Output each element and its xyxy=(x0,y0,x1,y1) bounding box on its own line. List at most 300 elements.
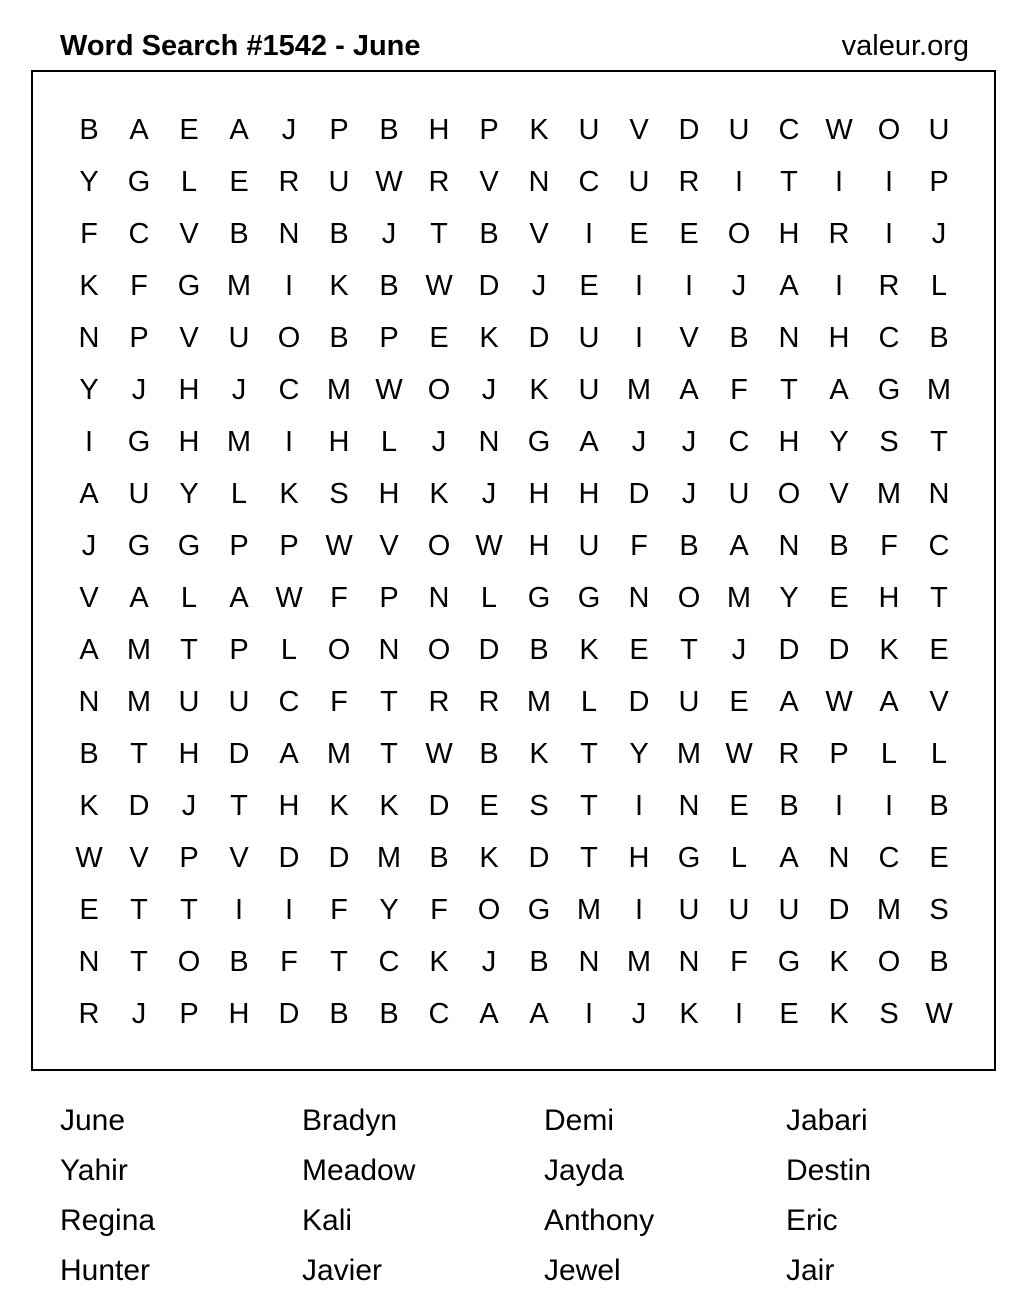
grid-cell[interactable]: J xyxy=(531,269,547,302)
grid-cell[interactable]: K xyxy=(429,477,449,510)
grid-cell[interactable]: E xyxy=(229,165,249,198)
grid-cell[interactable]: A xyxy=(729,529,749,562)
grid-cell[interactable]: J xyxy=(481,945,497,978)
grid-cell[interactable]: I xyxy=(834,789,844,822)
grid-cell[interactable]: V xyxy=(379,529,399,562)
grid-cell[interactable]: I xyxy=(234,893,244,926)
grid-cell[interactable]: O xyxy=(427,529,451,562)
grid-cell[interactable]: I xyxy=(634,789,644,822)
grid-cell[interactable]: V xyxy=(679,321,699,354)
grid-cell[interactable]: B xyxy=(479,217,499,250)
grid-cell[interactable]: N xyxy=(78,685,100,718)
grid-cell[interactable]: R xyxy=(778,737,800,770)
grid-cell[interactable]: T xyxy=(780,165,798,198)
grid-cell[interactable]: R xyxy=(78,997,100,1030)
grid-cell[interactable]: M xyxy=(726,581,752,614)
grid-cell[interactable]: V xyxy=(829,477,849,510)
grid-cell[interactable]: A xyxy=(779,269,799,302)
grid-cell[interactable]: H xyxy=(628,841,650,874)
grid-cell[interactable]: S xyxy=(879,997,899,1030)
grid-cell[interactable]: C xyxy=(278,373,300,406)
grid-cell[interactable]: W xyxy=(425,269,453,302)
grid-cell[interactable]: J xyxy=(81,529,97,562)
grid-cell[interactable]: T xyxy=(130,737,148,770)
grid-cell[interactable]: L xyxy=(280,633,298,666)
grid-cell[interactable]: U xyxy=(728,477,750,510)
grid-cell[interactable]: O xyxy=(327,633,351,666)
grid-cell[interactable]: B xyxy=(79,737,99,770)
grid-cell[interactable]: Y xyxy=(779,581,799,614)
grid-cell[interactable]: V xyxy=(229,841,249,874)
grid-cell[interactable]: M xyxy=(576,893,602,926)
grid-cell[interactable]: M xyxy=(626,945,652,978)
grid-cell[interactable]: K xyxy=(479,321,499,354)
grid-cell[interactable]: C xyxy=(878,841,900,874)
grid-cell[interactable]: J xyxy=(481,477,497,510)
grid-cell[interactable]: P xyxy=(329,113,349,146)
grid-cell[interactable]: N xyxy=(578,945,600,978)
grid-cell[interactable]: O xyxy=(177,945,201,978)
grid-cell[interactable]: T xyxy=(380,737,398,770)
grid-cell[interactable]: T xyxy=(930,425,948,458)
grid-cell[interactable]: D xyxy=(628,685,650,718)
grid-cell[interactable]: F xyxy=(430,893,448,926)
grid-cell[interactable]: H xyxy=(528,477,550,510)
grid-cell[interactable]: C xyxy=(128,217,150,250)
grid-cell[interactable]: I xyxy=(634,893,644,926)
grid-cell[interactable]: J xyxy=(481,373,497,406)
grid-cell[interactable]: G xyxy=(677,841,701,874)
grid-cell[interactable]: J xyxy=(681,425,697,458)
grid-cell[interactable]: H xyxy=(178,737,200,770)
grid-cell[interactable]: B xyxy=(829,529,849,562)
grid-cell[interactable]: C xyxy=(378,945,400,978)
grid-cell[interactable]: O xyxy=(277,321,301,354)
grid-cell[interactable]: P xyxy=(379,581,399,614)
grid-cell[interactable]: U xyxy=(728,113,750,146)
grid-cell[interactable]: W xyxy=(275,581,303,614)
grid-cell[interactable]: K xyxy=(79,269,99,302)
grid-cell[interactable]: E xyxy=(179,113,199,146)
grid-cell[interactable]: E xyxy=(829,581,849,614)
grid-cell[interactable]: K xyxy=(879,633,899,666)
grid-cell[interactable]: A xyxy=(679,373,699,406)
grid-cell[interactable]: T xyxy=(130,893,148,926)
grid-cell[interactable]: F xyxy=(330,581,348,614)
grid-cell[interactable]: D xyxy=(278,841,300,874)
grid-cell[interactable]: J xyxy=(631,997,647,1030)
grid-cell[interactable]: I xyxy=(834,269,844,302)
grid-cell[interactable]: M xyxy=(676,737,702,770)
grid-cell[interactable]: B xyxy=(929,321,949,354)
grid-cell[interactable]: J xyxy=(281,113,297,146)
grid-cell[interactable]: R xyxy=(828,217,850,250)
grid-cell[interactable]: T xyxy=(330,945,348,978)
grid-cell[interactable]: H xyxy=(878,581,900,614)
grid-cell[interactable]: Y xyxy=(829,425,849,458)
grid-cell[interactable]: V xyxy=(79,581,99,614)
grid-cell[interactable]: G xyxy=(177,529,201,562)
grid-cell[interactable]: V xyxy=(529,217,549,250)
grid-cell[interactable]: R xyxy=(878,269,900,302)
grid-cell[interactable]: J xyxy=(381,217,397,250)
grid-cell[interactable]: T xyxy=(580,789,598,822)
grid-cell[interactable]: D xyxy=(628,477,650,510)
grid-cell[interactable]: N xyxy=(628,581,650,614)
grid-cell[interactable]: K xyxy=(829,997,849,1030)
grid-cell[interactable]: K xyxy=(829,945,849,978)
grid-cell[interactable]: V xyxy=(179,321,199,354)
grid-cell[interactable]: C xyxy=(278,685,300,718)
grid-cell[interactable]: F xyxy=(280,945,298,978)
grid-cell[interactable]: N xyxy=(678,945,700,978)
grid-cell[interactable]: W xyxy=(75,841,103,874)
grid-cell[interactable]: J xyxy=(731,633,747,666)
grid-cell[interactable]: N xyxy=(78,321,100,354)
grid-cell[interactable]: H xyxy=(278,789,300,822)
grid-cell[interactable]: E xyxy=(729,685,749,718)
grid-cell[interactable]: K xyxy=(579,633,599,666)
grid-cell[interactable]: N xyxy=(778,321,800,354)
grid-cell[interactable]: K xyxy=(529,113,549,146)
grid-cell[interactable]: V xyxy=(179,217,199,250)
grid-cell[interactable]: F xyxy=(880,529,898,562)
grid-cell[interactable]: R xyxy=(278,165,300,198)
grid-cell[interactable]: U xyxy=(778,893,800,926)
grid-cell[interactable]: O xyxy=(477,893,501,926)
grid-cell[interactable]: K xyxy=(279,477,299,510)
grid-cell[interactable]: D xyxy=(778,633,800,666)
grid-cell[interactable]: N xyxy=(78,945,100,978)
grid-cell[interactable]: T xyxy=(130,945,148,978)
grid-cell[interactable]: T xyxy=(180,633,198,666)
grid-cell[interactable]: N xyxy=(778,529,800,562)
grid-cell[interactable]: F xyxy=(330,893,348,926)
grid-cell[interactable]: V xyxy=(929,685,949,718)
grid-cell[interactable]: C xyxy=(578,165,600,198)
grid-cell[interactable]: P xyxy=(129,321,149,354)
grid-cell[interactable]: L xyxy=(180,581,198,614)
grid-cell[interactable]: B xyxy=(329,217,349,250)
grid-cell[interactable]: H xyxy=(528,529,550,562)
grid-cell[interactable]: J xyxy=(131,997,147,1030)
grid-cell[interactable]: K xyxy=(479,841,499,874)
grid-cell[interactable]: Y xyxy=(79,165,99,198)
grid-cell[interactable]: J xyxy=(431,425,447,458)
grid-cell[interactable]: G xyxy=(877,373,901,406)
grid-cell[interactable]: A xyxy=(79,633,99,666)
grid-cell[interactable]: N xyxy=(478,425,500,458)
grid-cell[interactable]: H xyxy=(778,425,800,458)
grid-cell[interactable]: C xyxy=(728,425,750,458)
grid-cell[interactable]: N xyxy=(278,217,300,250)
grid-cell[interactable]: D xyxy=(278,997,300,1030)
grid-cell[interactable]: U xyxy=(678,893,700,926)
grid-cell[interactable]: I xyxy=(284,269,294,302)
grid-cell[interactable]: P xyxy=(179,997,199,1030)
grid-cell[interactable]: O xyxy=(877,945,901,978)
grid-cell[interactable]: B xyxy=(379,269,399,302)
grid-cell[interactable]: V xyxy=(629,113,649,146)
grid-cell[interactable]: L xyxy=(580,685,598,718)
grid-cell[interactable]: D xyxy=(328,841,350,874)
grid-cell[interactable]: H xyxy=(178,425,200,458)
grid-cell[interactable]: W xyxy=(725,737,753,770)
grid-cell[interactable]: U xyxy=(128,477,150,510)
grid-cell[interactable]: T xyxy=(230,789,248,822)
grid-cell[interactable]: J xyxy=(181,789,197,822)
grid-cell[interactable]: B xyxy=(529,945,549,978)
grid-cell[interactable]: D xyxy=(428,789,450,822)
grid-cell[interactable]: B xyxy=(379,997,399,1030)
grid-cell[interactable]: T xyxy=(430,217,448,250)
grid-cell[interactable]: I xyxy=(834,165,844,198)
grid-cell[interactable]: M xyxy=(226,269,252,302)
grid-cell[interactable]: O xyxy=(677,581,701,614)
grid-cell[interactable]: M xyxy=(326,737,352,770)
grid-cell[interactable]: R xyxy=(428,685,450,718)
grid-cell[interactable]: D xyxy=(678,113,700,146)
grid-cell[interactable]: T xyxy=(930,581,948,614)
grid-cell[interactable]: A xyxy=(279,737,299,770)
grid-cell[interactable]: V xyxy=(479,165,499,198)
grid-cell[interactable]: E xyxy=(479,789,499,822)
grid-cell[interactable]: M xyxy=(376,841,402,874)
grid-cell[interactable]: B xyxy=(229,945,249,978)
grid-cell[interactable]: H xyxy=(228,997,250,1030)
grid-cell[interactable]: B xyxy=(679,529,699,562)
grid-cell[interactable]: L xyxy=(930,269,948,302)
grid-cell[interactable]: B xyxy=(729,321,749,354)
grid-cell[interactable]: I xyxy=(884,217,894,250)
grid-cell[interactable]: F xyxy=(330,685,348,718)
grid-cell[interactable]: B xyxy=(329,321,349,354)
grid-cell[interactable]: D xyxy=(228,737,250,770)
grid-cell[interactable]: I xyxy=(734,997,744,1030)
grid-cell[interactable]: K xyxy=(379,789,399,822)
grid-cell[interactable]: J xyxy=(681,477,697,510)
grid-cell[interactable]: I xyxy=(584,217,594,250)
grid-cell[interactable]: A xyxy=(779,841,799,874)
grid-cell[interactable]: S xyxy=(329,477,349,510)
grid-cell[interactable]: B xyxy=(79,113,99,146)
grid-cell[interactable]: L xyxy=(930,737,948,770)
grid-cell[interactable]: K xyxy=(329,269,349,302)
grid-cell[interactable]: W xyxy=(825,113,853,146)
grid-cell[interactable]: K xyxy=(679,997,699,1030)
grid-cell[interactable]: J xyxy=(131,373,147,406)
grid-cell[interactable]: M xyxy=(626,373,652,406)
grid-cell[interactable]: W xyxy=(325,529,353,562)
grid-cell[interactable]: L xyxy=(480,581,498,614)
grid-cell[interactable]: U xyxy=(178,685,200,718)
grid-cell[interactable]: K xyxy=(429,945,449,978)
grid-cell[interactable]: G xyxy=(527,581,551,614)
grid-cell[interactable]: P xyxy=(179,841,199,874)
grid-cell[interactable]: B xyxy=(229,217,249,250)
grid-cell[interactable]: H xyxy=(778,217,800,250)
grid-cell[interactable]: J xyxy=(731,269,747,302)
grid-cell[interactable]: P xyxy=(829,737,849,770)
grid-cell[interactable]: N xyxy=(828,841,850,874)
grid-cell[interactable]: D xyxy=(478,633,500,666)
grid-cell[interactable]: F xyxy=(130,269,148,302)
grid-cell[interactable]: M xyxy=(126,685,152,718)
grid-cell[interactable]: O xyxy=(727,217,751,250)
grid-cell[interactable]: A xyxy=(579,425,599,458)
grid-cell[interactable]: T xyxy=(380,685,398,718)
grid-cell[interactable]: E xyxy=(79,893,99,926)
grid-cell[interactable]: A xyxy=(879,685,899,718)
grid-cell[interactable]: R xyxy=(678,165,700,198)
grid-cell[interactable]: Y xyxy=(379,893,399,926)
grid-cell[interactable]: A xyxy=(229,581,249,614)
grid-cell[interactable]: E xyxy=(729,789,749,822)
grid-cell[interactable]: I xyxy=(884,165,894,198)
grid-cell[interactable]: P xyxy=(379,321,399,354)
grid-cell[interactable]: N xyxy=(378,633,400,666)
grid-cell[interactable]: I xyxy=(584,997,594,1030)
grid-cell[interactable]: L xyxy=(230,477,248,510)
grid-cell[interactable]: K xyxy=(329,789,349,822)
grid-cell[interactable]: E xyxy=(429,321,449,354)
grid-cell[interactable]: A xyxy=(79,477,99,510)
grid-cell[interactable]: U xyxy=(578,373,600,406)
grid-cell[interactable]: W xyxy=(425,737,453,770)
grid-cell[interactable]: R xyxy=(478,685,500,718)
grid-cell[interactable]: D xyxy=(828,893,850,926)
grid-cell[interactable]: F xyxy=(80,217,98,250)
grid-cell[interactable]: E xyxy=(779,997,799,1030)
grid-cell[interactable]: H xyxy=(178,373,200,406)
grid-cell[interactable]: G xyxy=(577,581,601,614)
grid-cell[interactable]: U xyxy=(678,685,700,718)
grid-cell[interactable]: D xyxy=(128,789,150,822)
grid-cell[interactable]: K xyxy=(529,737,549,770)
grid-cell[interactable]: S xyxy=(929,893,949,926)
grid-cell[interactable]: L xyxy=(180,165,198,198)
grid-cell[interactable]: A xyxy=(129,581,149,614)
grid-cell[interactable]: K xyxy=(79,789,99,822)
grid-cell[interactable]: O xyxy=(427,633,451,666)
grid-cell[interactable]: E xyxy=(929,633,949,666)
grid-cell[interactable]: P xyxy=(229,633,249,666)
grid-cell[interactable]: G xyxy=(177,269,201,302)
grid-cell[interactable]: Y xyxy=(629,737,649,770)
grid-cell[interactable]: I xyxy=(634,321,644,354)
grid-cell[interactable]: E xyxy=(929,841,949,874)
grid-cell[interactable]: I xyxy=(634,269,644,302)
grid-cell[interactable]: M xyxy=(876,477,902,510)
grid-cell[interactable]: K xyxy=(529,373,549,406)
grid-cell[interactable]: C xyxy=(428,997,450,1030)
grid-cell[interactable]: B xyxy=(929,945,949,978)
grid-cell[interactable]: B xyxy=(529,633,549,666)
grid-cell[interactable]: A xyxy=(229,113,249,146)
grid-cell[interactable]: N xyxy=(428,581,450,614)
grid-cell[interactable]: J xyxy=(231,373,247,406)
grid-cell[interactable]: G xyxy=(777,945,801,978)
grid-cell[interactable]: B xyxy=(929,789,949,822)
grid-cell[interactable]: T xyxy=(580,841,598,874)
grid-cell[interactable]: T xyxy=(180,893,198,926)
grid-cell[interactable]: E xyxy=(579,269,599,302)
grid-cell[interactable]: I xyxy=(684,269,694,302)
grid-cell[interactable]: R xyxy=(428,165,450,198)
grid-cell[interactable]: U xyxy=(578,113,600,146)
grid-cell[interactable]: L xyxy=(380,425,398,458)
grid-cell[interactable]: Y xyxy=(79,373,99,406)
grid-cell[interactable]: H xyxy=(328,425,350,458)
grid-cell[interactable]: M xyxy=(876,893,902,926)
grid-cell[interactable]: Y xyxy=(179,477,199,510)
grid-cell[interactable]: U xyxy=(728,893,750,926)
grid-cell[interactable]: M xyxy=(326,373,352,406)
grid-cell[interactable]: N xyxy=(678,789,700,822)
grid-cell[interactable]: P xyxy=(929,165,949,198)
grid-cell[interactable]: L xyxy=(730,841,748,874)
grid-cell[interactable]: B xyxy=(379,113,399,146)
grid-cell[interactable]: H xyxy=(578,477,600,510)
grid-cell[interactable]: E xyxy=(629,633,649,666)
grid-cell[interactable]: M xyxy=(926,373,952,406)
grid-cell[interactable]: G xyxy=(527,425,551,458)
grid-cell[interactable]: W xyxy=(475,529,503,562)
grid-cell[interactable]: D xyxy=(478,269,500,302)
grid-cell[interactable]: H xyxy=(428,113,450,146)
grid-cell[interactable]: E xyxy=(629,217,649,250)
grid-cell[interactable]: J xyxy=(931,217,947,250)
grid-cell[interactable]: A xyxy=(829,373,849,406)
grid-cell[interactable]: E xyxy=(679,217,699,250)
grid-cell[interactable]: M xyxy=(126,633,152,666)
grid-cell[interactable]: I xyxy=(84,425,94,458)
grid-cell[interactable]: B xyxy=(479,737,499,770)
grid-cell[interactable]: N xyxy=(528,165,550,198)
grid-cell[interactable]: T xyxy=(780,373,798,406)
grid-cell[interactable]: P xyxy=(479,113,499,146)
grid-cell[interactable]: G xyxy=(127,529,151,562)
grid-cell[interactable]: B xyxy=(779,789,799,822)
grid-cell[interactable]: U xyxy=(578,529,600,562)
grid-cell[interactable]: D xyxy=(528,321,550,354)
grid-cell[interactable]: W xyxy=(825,685,853,718)
grid-cell[interactable]: A xyxy=(129,113,149,146)
grid-cell[interactable]: B xyxy=(329,997,349,1030)
grid-cell[interactable]: A xyxy=(529,997,549,1030)
grid-cell[interactable]: M xyxy=(226,425,252,458)
grid-cell[interactable]: W xyxy=(375,165,403,198)
grid-cell[interactable]: C xyxy=(778,113,800,146)
grid-cell[interactable]: H xyxy=(378,477,400,510)
grid-cell[interactable]: U xyxy=(328,165,350,198)
grid-cell[interactable]: H xyxy=(828,321,850,354)
grid-cell[interactable]: M xyxy=(526,685,552,718)
grid-cell[interactable]: G xyxy=(127,425,151,458)
grid-cell[interactable]: B xyxy=(429,841,449,874)
grid-cell[interactable]: D xyxy=(828,633,850,666)
grid-cell[interactable]: C xyxy=(878,321,900,354)
grid-cell[interactable]: U xyxy=(228,685,250,718)
grid-cell[interactable]: T xyxy=(680,633,698,666)
grid-cell[interactable]: C xyxy=(928,529,950,562)
grid-cell[interactable]: P xyxy=(279,529,299,562)
grid-cell[interactable]: P xyxy=(229,529,249,562)
grid-cell[interactable]: U xyxy=(628,165,650,198)
grid-cell[interactable]: U xyxy=(578,321,600,354)
grid-cell[interactable]: W xyxy=(375,373,403,406)
grid-cell[interactable]: I xyxy=(284,893,294,926)
